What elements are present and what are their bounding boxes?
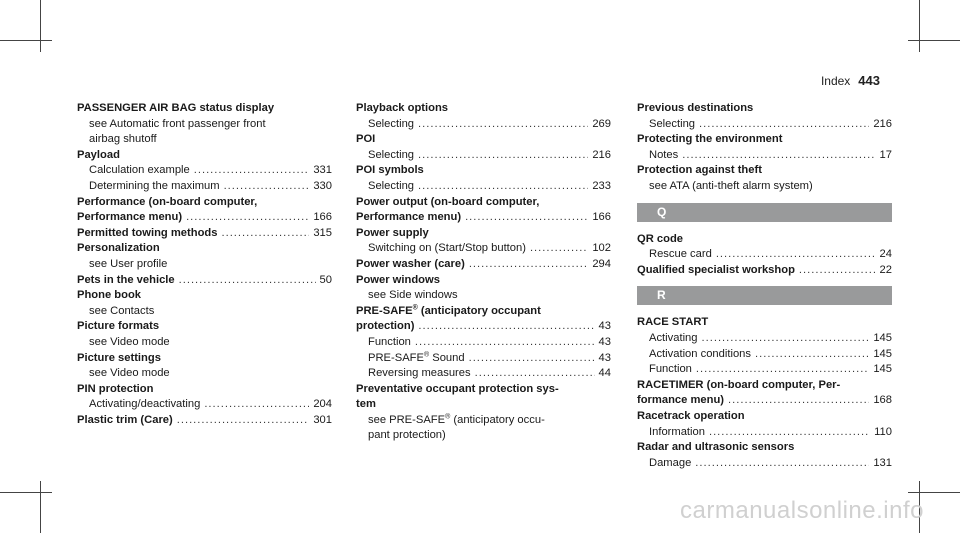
leader-dots bbox=[716, 247, 876, 263]
index-entry bbox=[356, 163, 611, 194]
entry-title-part: PRE-SAFE bbox=[356, 304, 413, 317]
entry-subline bbox=[77, 397, 332, 413]
entry-title: Preventative occupant protection sys- bbox=[356, 382, 559, 395]
page-ref: 166 bbox=[592, 211, 611, 224]
entry-subtext: see Automatic front passenger front bbox=[89, 117, 266, 130]
leader-dots bbox=[418, 319, 594, 335]
entry-label: Activation conditions bbox=[649, 347, 751, 360]
entry-label: Notes bbox=[649, 148, 679, 161]
entry-title: protection) bbox=[356, 320, 415, 333]
entry-title: Picture settings bbox=[77, 351, 161, 364]
entry-title: Power washer (care) bbox=[356, 257, 465, 270]
crop-mark bbox=[908, 492, 960, 493]
entry-label: Selecting bbox=[368, 117, 415, 130]
entry-subline bbox=[637, 347, 892, 363]
page-ref: 43 bbox=[598, 351, 611, 364]
leader-dots bbox=[415, 335, 595, 351]
index-entry bbox=[356, 226, 611, 257]
entry-label-part: (anticipatory occu- bbox=[450, 413, 545, 426]
leader-dots bbox=[728, 393, 869, 409]
entry-title: Protection against theft bbox=[637, 164, 762, 177]
entry-title: tem bbox=[356, 398, 376, 411]
entry-subline bbox=[637, 117, 892, 133]
leader-dots bbox=[696, 362, 869, 378]
entry-title: Picture formats bbox=[77, 320, 160, 333]
entry-label-part: see PRE-SAFE bbox=[368, 413, 446, 426]
index-entry bbox=[637, 263, 892, 279]
entry-title: Previous destinations bbox=[637, 102, 754, 114]
page-ref: 43 bbox=[598, 320, 611, 333]
entry-label: Selecting bbox=[368, 179, 415, 192]
entry-title: Permitted towing methods bbox=[77, 226, 218, 239]
entry-line bbox=[356, 210, 611, 226]
index-entry bbox=[77, 101, 332, 148]
page-ref: 166 bbox=[313, 211, 332, 224]
section-letter-q: Q bbox=[637, 203, 892, 222]
index-entry bbox=[77, 241, 332, 272]
registered-mark: ® bbox=[423, 350, 430, 358]
page-ref: 330 bbox=[313, 179, 332, 192]
page-ref: 145 bbox=[873, 331, 892, 344]
entry-title: Playback options bbox=[356, 102, 449, 114]
entry-line bbox=[77, 226, 332, 242]
crop-mark bbox=[908, 40, 960, 41]
entry-label: Damage bbox=[649, 456, 692, 469]
page-header bbox=[821, 73, 880, 88]
leader-dots bbox=[682, 148, 875, 164]
leader-dots bbox=[469, 257, 589, 273]
page-ref: 315 bbox=[313, 226, 332, 239]
page-ref: 331 bbox=[313, 164, 332, 177]
entry-line bbox=[77, 413, 332, 429]
entry-label: Switching on (Start/Stop button) bbox=[368, 242, 526, 255]
entry-subline bbox=[356, 148, 611, 164]
page-ref: 22 bbox=[879, 263, 892, 276]
entry-subline bbox=[637, 247, 892, 263]
leader-dots bbox=[418, 148, 588, 164]
entry-label-part: PRE-SAFE bbox=[368, 351, 424, 364]
index-entry bbox=[77, 413, 332, 429]
entry-title: RACE START bbox=[637, 316, 709, 329]
entry-title: POI bbox=[356, 133, 376, 146]
entry-label: Reversing measures bbox=[368, 367, 471, 380]
page-ref: 131 bbox=[873, 456, 892, 469]
leader-dots bbox=[465, 210, 588, 226]
entry-title: Radar and ultrasonic sensors bbox=[637, 441, 795, 454]
page-ref: 145 bbox=[873, 347, 892, 360]
index-entry bbox=[637, 163, 892, 194]
entry-title: Pets in the vehicle bbox=[77, 273, 175, 286]
entry-subline bbox=[356, 117, 611, 133]
index-entry bbox=[637, 378, 892, 409]
registered-mark: ® bbox=[445, 413, 451, 421]
entry-subline bbox=[356, 179, 611, 195]
index-entry bbox=[356, 257, 611, 273]
index-entry bbox=[77, 273, 332, 289]
leader-dots bbox=[204, 397, 309, 413]
entry-subline bbox=[637, 362, 892, 378]
leader-dots bbox=[695, 456, 869, 472]
entry-subtext: see Video mode bbox=[89, 367, 170, 380]
entry-line bbox=[637, 263, 892, 279]
entry-label: Rescue card bbox=[649, 248, 712, 261]
entry-title: Racetrack operation bbox=[637, 409, 745, 422]
index-entry bbox=[356, 382, 611, 444]
entry-subtext: see Contacts bbox=[89, 304, 155, 317]
entry-subtext: see Video mode bbox=[89, 335, 170, 348]
watermark: carmanualsonline.info bbox=[680, 497, 924, 524]
index-entry bbox=[77, 382, 332, 413]
entry-title: Power output (on-board computer, bbox=[356, 195, 540, 208]
entry-subline bbox=[637, 425, 892, 441]
entry-label: Information bbox=[649, 425, 705, 438]
index-entry bbox=[77, 288, 332, 319]
page-ref: 24 bbox=[879, 248, 892, 261]
leader-dots bbox=[418, 117, 588, 133]
entry-label: Selecting bbox=[649, 117, 696, 130]
index-entry bbox=[356, 101, 611, 132]
index-entry bbox=[77, 148, 332, 195]
page-ref: 110 bbox=[874, 425, 892, 438]
entry-title: POI symbols bbox=[356, 164, 424, 177]
leader-dots bbox=[418, 179, 588, 195]
entry-title: Power windows bbox=[356, 273, 440, 286]
entry-title: Performance (on-board computer, bbox=[77, 195, 258, 208]
entry-title: Protecting the environment bbox=[637, 133, 783, 146]
leader-dots bbox=[530, 241, 588, 257]
index-entry bbox=[637, 132, 892, 163]
entry-line bbox=[356, 257, 611, 273]
page-ref: 168 bbox=[873, 394, 892, 407]
leader-dots bbox=[186, 210, 309, 226]
leader-dots bbox=[475, 366, 595, 382]
entry-line bbox=[77, 210, 332, 226]
entry-label: Calculation example bbox=[89, 164, 190, 177]
entry-subline bbox=[356, 241, 611, 257]
index-column-3 bbox=[637, 101, 892, 471]
index-entry bbox=[637, 315, 892, 377]
page-ref: 50 bbox=[319, 273, 332, 286]
page-ref: 269 bbox=[592, 117, 611, 130]
entry-title-part: (anticipatory occupant bbox=[417, 304, 541, 317]
index-entry bbox=[77, 319, 332, 350]
entry-subline bbox=[356, 335, 611, 351]
entry-label: Selecting bbox=[368, 148, 415, 161]
entry-title: Performance menu) bbox=[356, 211, 462, 224]
page-ref: 301 bbox=[313, 413, 332, 426]
index-entry bbox=[356, 273, 611, 304]
index-entry bbox=[356, 132, 611, 163]
index-entry bbox=[356, 195, 611, 226]
page-ref: 44 bbox=[598, 367, 611, 380]
leader-dots bbox=[699, 117, 869, 133]
page-number: 443 bbox=[858, 73, 880, 88]
index-entry bbox=[637, 440, 892, 471]
entry-label-part: Sound bbox=[429, 351, 465, 364]
entry-subline bbox=[356, 351, 611, 367]
entry-subtext: pant protection) bbox=[368, 429, 446, 442]
page-ref: 204 bbox=[313, 398, 332, 411]
index-column-1 bbox=[77, 101, 332, 428]
entry-title: Performance menu) bbox=[77, 211, 183, 224]
section-letter-r: R bbox=[637, 286, 892, 305]
entry-label: Activating bbox=[649, 331, 698, 344]
index-entry bbox=[637, 232, 892, 263]
page-ref: 17 bbox=[879, 148, 892, 161]
index-entry bbox=[637, 101, 892, 132]
entry-subtext: see User profile bbox=[89, 257, 168, 270]
page-ref: 216 bbox=[592, 148, 611, 161]
crop-mark bbox=[0, 40, 52, 41]
entry-subline bbox=[356, 366, 611, 382]
crop-mark bbox=[919, 0, 920, 52]
entry-label: Function bbox=[649, 363, 692, 376]
entry-title: QR code bbox=[637, 232, 684, 245]
index-entry bbox=[637, 409, 892, 440]
leader-dots bbox=[799, 263, 876, 279]
entry-subtext: see ATA (anti-theft alarm system) bbox=[649, 179, 813, 192]
entry-subline bbox=[637, 148, 892, 164]
entry-subline bbox=[637, 456, 892, 472]
entry-label bbox=[368, 351, 465, 367]
page-ref: 102 bbox=[592, 242, 611, 255]
leader-dots bbox=[702, 331, 870, 347]
index-entry bbox=[356, 304, 611, 382]
leader-dots bbox=[179, 273, 316, 289]
leader-dots bbox=[469, 351, 595, 367]
entry-line bbox=[356, 319, 611, 335]
entry-title: Phone book bbox=[77, 289, 142, 302]
header-title: Index bbox=[820, 74, 851, 88]
entry-line bbox=[77, 273, 332, 289]
registered-mark: ® bbox=[412, 303, 418, 311]
page-ref: 233 bbox=[592, 179, 611, 192]
index-entry bbox=[77, 226, 332, 242]
leader-dots bbox=[224, 179, 310, 195]
entry-title: formance menu) bbox=[637, 394, 725, 407]
entry-title bbox=[356, 304, 611, 320]
page-ref: 216 bbox=[873, 117, 892, 130]
entry-subline bbox=[637, 331, 892, 347]
leader-dots bbox=[709, 425, 870, 441]
entry-subtext: airbag shutoff bbox=[89, 133, 157, 146]
entry-title: Plastic trim (Care) bbox=[77, 413, 173, 426]
leader-dots bbox=[177, 413, 310, 429]
entry-subtext bbox=[356, 413, 611, 429]
entry-line bbox=[637, 393, 892, 409]
index-entry bbox=[77, 195, 332, 226]
entry-title: Payload bbox=[77, 148, 120, 161]
leader-dots bbox=[755, 347, 869, 363]
crop-mark bbox=[40, 0, 41, 52]
crop-mark bbox=[0, 492, 52, 493]
entry-subtext: see Side windows bbox=[368, 289, 458, 302]
entry-title: Power supply bbox=[356, 226, 429, 239]
entry-title: PASSENGER AIR BAG status display bbox=[77, 102, 275, 114]
entry-title: Personalization bbox=[77, 242, 160, 255]
entry-label: Determining the maximum bbox=[89, 179, 220, 192]
entry-title: PIN protection bbox=[77, 382, 154, 395]
entry-subline bbox=[77, 163, 332, 179]
leader-dots bbox=[194, 163, 310, 179]
index-entry bbox=[77, 351, 332, 382]
page-ref: 145 bbox=[873, 363, 892, 376]
index-column-2 bbox=[356, 101, 611, 444]
entry-label: Function bbox=[368, 335, 411, 348]
leader-dots bbox=[221, 226, 309, 242]
entry-subline bbox=[77, 179, 332, 195]
crop-mark bbox=[40, 481, 41, 533]
entry-label: Activating/deactivating bbox=[89, 398, 201, 411]
page-ref: 294 bbox=[592, 257, 611, 270]
page-ref: 43 bbox=[598, 335, 611, 348]
entry-title: Qualified specialist workshop bbox=[637, 263, 795, 276]
entry-title: RACETIMER (on-board computer, Per- bbox=[637, 378, 841, 391]
